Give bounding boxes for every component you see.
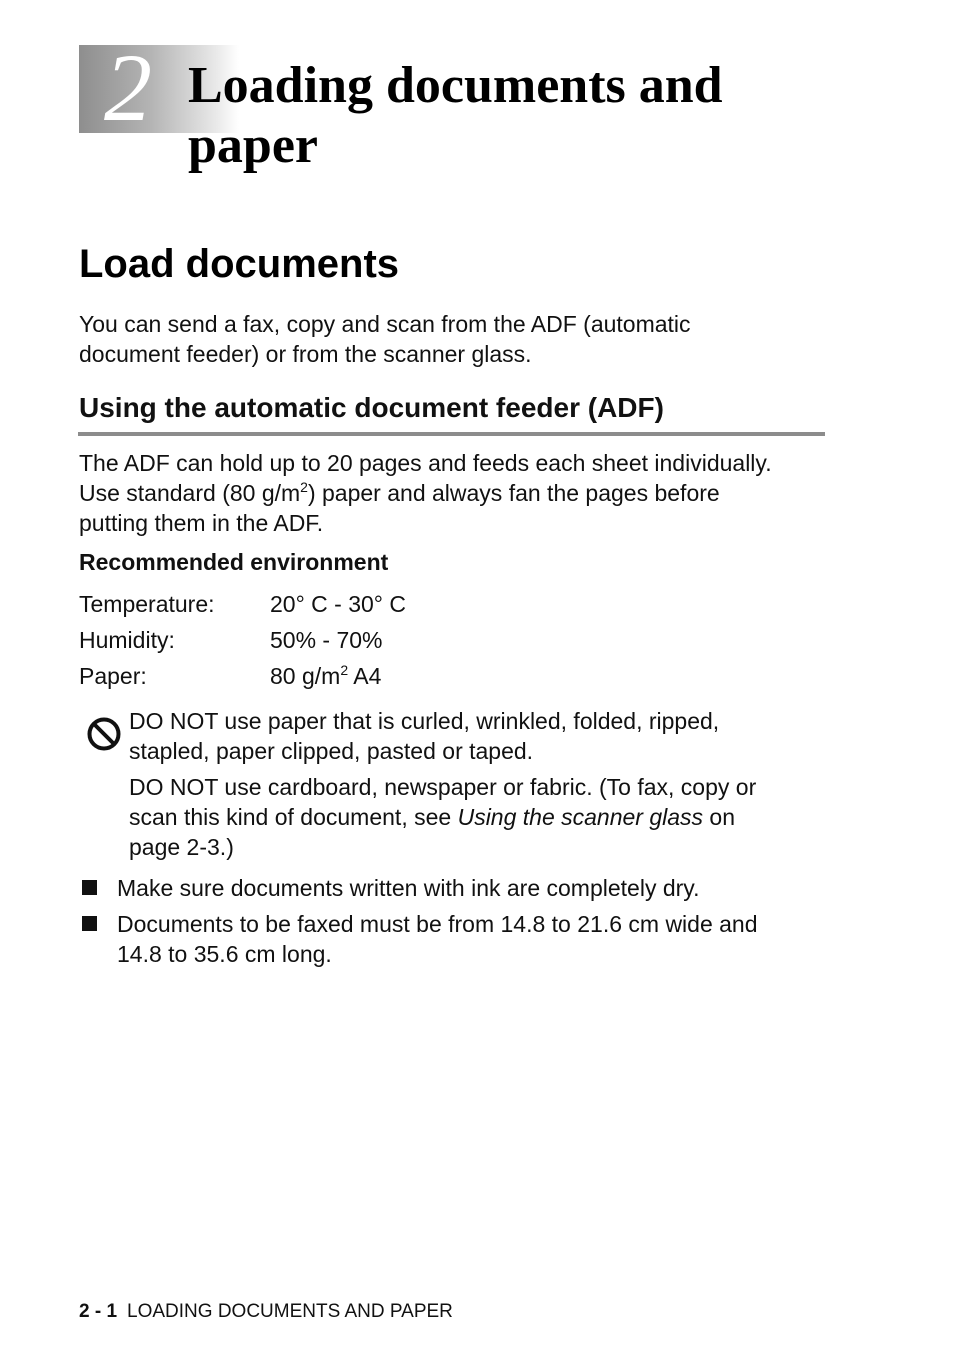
list-item: [117, 909, 758, 969]
text-run: ) paper and always fan the pages before: [307, 480, 720, 506]
subsection-title: Using the automatic document feeder (ADF): [79, 392, 664, 423]
superscript: 2: [340, 662, 349, 678]
environment-label: Humidity:: [79, 627, 175, 653]
environment-value: 20° C - 30° C: [270, 591, 407, 617]
paragraph-line: Make sure documents written with ink are completely dry.: [117, 875, 700, 901]
warning-paragraph: [129, 772, 756, 862]
text-run: on: [703, 804, 736, 830]
paragraph-line: The ADF can hold up to 20 pages and feeds each sheet individually.: [79, 450, 772, 476]
paragraph-line: document feeder) or from the scanner glass.: [79, 341, 532, 367]
subsection-divider: [78, 432, 825, 436]
paragraph-line: page 2-3.): [129, 834, 234, 860]
section-title: Load documents: [79, 242, 400, 286]
environment-title: Recommended environment: [79, 549, 389, 575]
paragraph-line: Documents to be faxed must be from 14.8 to 21.6 cm wide and: [117, 911, 758, 937]
environment-value: 50% - 70%: [270, 627, 383, 653]
footer-chapter-name: LOADING DOCUMENTS AND PAPER: [127, 1301, 453, 1322]
chapter-number: 2: [104, 34, 152, 141]
list-item: [117, 873, 699, 903]
environment-label: Paper:: [79, 663, 147, 689]
text-run: Use standard (80 g/m: [79, 480, 301, 506]
bullet-marker: [82, 916, 97, 931]
environment-label: Temperature:: [79, 591, 215, 617]
section-intro: [79, 309, 691, 369]
paragraph-line: DO NOT use paper that is curled, wrinkled, folded, ripped,: [129, 708, 720, 734]
text-run: 80 g/m: [270, 663, 341, 689]
paragraph-line: You can send a fax, copy and scan from the ADF (automatic: [79, 311, 691, 337]
page-number: 2 - 1: [79, 1301, 118, 1322]
environment-value: [270, 661, 381, 691]
paragraph-line: putting them in the ADF.: [79, 510, 324, 536]
text-run: A4: [348, 663, 382, 689]
paragraph-line: [79, 478, 772, 508]
chapter-title-line: paper: [188, 117, 318, 174]
paragraph-line: DO NOT use cardboard, newspaper or fabric. (To fax, copy or: [129, 774, 757, 800]
chapter-title-line: Loading documents and: [188, 57, 723, 114]
paragraph-line: [129, 802, 756, 832]
text-run: scan this kind of document, see: [129, 804, 458, 830]
superscript: 2: [300, 479, 308, 495]
prohibited-icon: [86, 716, 122, 752]
paragraph-line: stapled, paper clipped, pasted or taped.: [129, 738, 534, 764]
bullet-marker: [82, 880, 97, 895]
warning-paragraph: [129, 706, 719, 766]
chapter-title: [188, 56, 723, 176]
page-footer: [79, 1300, 453, 1324]
cross-reference-link[interactable]: Using the scanner glass: [457, 804, 704, 830]
adf-description: [79, 448, 772, 538]
paragraph-line: 14.8 to 35.6 cm long.: [117, 941, 332, 967]
